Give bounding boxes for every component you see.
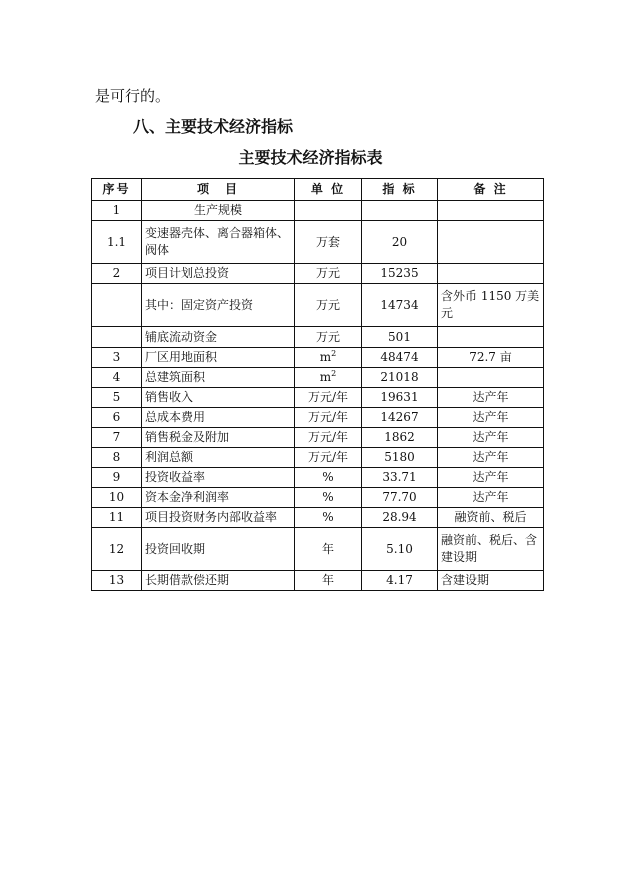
cell-note: [438, 368, 544, 388]
unit-superscript: 2: [331, 369, 337, 378]
cell-value: 5180: [362, 448, 438, 468]
cell-no: 3: [92, 348, 142, 368]
header-no: 序号: [92, 179, 142, 201]
header-unit: 单 位: [295, 179, 362, 201]
cell-value: 4.17: [362, 571, 438, 591]
cell-item: 利润总额: [142, 448, 295, 468]
cell-unit: %: [295, 488, 362, 508]
header-note: 备 注: [438, 179, 544, 201]
cell-note: 72.7 亩: [438, 348, 544, 368]
cell-item: 变速器壳体、离合器箱体、阀体: [142, 221, 295, 264]
cell-item: 销售收入: [142, 388, 295, 408]
cell-item: 投资回收期: [142, 528, 295, 571]
unit-text: m: [319, 370, 332, 384]
cell-unit: [295, 201, 362, 221]
table-row: [92, 408, 544, 428]
cell-unit: 年: [295, 528, 362, 571]
cell-value: 77.70: [362, 488, 438, 508]
cell-unit: 年: [295, 571, 362, 591]
section-title: 八、主要技术经济指标: [133, 117, 294, 136]
table-row: [92, 571, 544, 591]
cell-item: 其中：固定资产投资: [142, 284, 295, 327]
cell-value: 501: [362, 327, 438, 348]
cell-item: 项目投资财务内部收益率: [142, 508, 295, 528]
cell-value: 14267: [362, 408, 438, 428]
cell-value: [362, 201, 438, 221]
table-row: [92, 327, 544, 348]
cell-no: 1: [92, 201, 142, 221]
table-row: [92, 264, 544, 284]
cell-value: 21018: [362, 368, 438, 388]
cell-no: 2: [92, 264, 142, 284]
table-row: [92, 468, 544, 488]
table-row: [92, 221, 544, 264]
table-row: [92, 348, 544, 368]
cell-no: 9: [92, 468, 142, 488]
cell-note: 达产年: [438, 388, 544, 408]
cell-value: 28.94: [362, 508, 438, 528]
cell-unit: 万元: [295, 264, 362, 284]
cell-unit: [295, 368, 362, 388]
table-header-row: [92, 179, 544, 201]
cell-note: 含建设期: [438, 571, 544, 591]
cell-note: 达产年: [438, 428, 544, 448]
cell-unit: 万元: [295, 284, 362, 327]
cell-value: 19631: [362, 388, 438, 408]
table-row: [92, 284, 544, 327]
cell-value: 1862: [362, 428, 438, 448]
cell-note: 达产年: [438, 468, 544, 488]
cell-item: 销售税金及附加: [142, 428, 295, 448]
table-row: [92, 388, 544, 408]
cell-item: 资本金净利润率: [142, 488, 295, 508]
cell-note: 含外币 1150 万美元: [438, 284, 544, 327]
cell-item: 项目计划总投资: [142, 264, 295, 284]
table-row: [92, 508, 544, 528]
cell-no: 1.1: [92, 221, 142, 264]
table-row: [92, 528, 544, 571]
cell-no: 7: [92, 428, 142, 448]
cell-value: 48474: [362, 348, 438, 368]
header-value: 指 标: [362, 179, 438, 201]
cell-note: 达产年: [438, 408, 544, 428]
cell-note: 融资前、税后、含建设期: [438, 528, 544, 571]
cell-unit: 万套: [295, 221, 362, 264]
cell-value: 14734: [362, 284, 438, 327]
cell-note: [438, 221, 544, 264]
table-row: [92, 368, 544, 388]
cell-unit: 万元: [295, 327, 362, 348]
cell-unit: 万元/年: [295, 388, 362, 408]
cell-unit: %: [295, 468, 362, 488]
cell-item: 总成本费用: [142, 408, 295, 428]
cell-unit: [295, 348, 362, 368]
cell-value: 20: [362, 221, 438, 264]
cell-item: 厂区用地面积: [142, 348, 295, 368]
cell-note: [438, 264, 544, 284]
cell-unit: 万元/年: [295, 408, 362, 428]
table-title: 主要技术经济指标表: [238, 148, 383, 167]
cell-value: 5.10: [362, 528, 438, 571]
unit-superscript: 2: [331, 349, 337, 358]
cell-no: 13: [92, 571, 142, 591]
cell-note: 融资前、税后: [438, 508, 544, 528]
cell-no: 8: [92, 448, 142, 468]
cell-unit: 万元/年: [295, 448, 362, 468]
cell-no: 12: [92, 528, 142, 571]
header-item: 项 目: [142, 179, 295, 201]
table-row: [92, 448, 544, 468]
cell-item: 总建筑面积: [142, 368, 295, 388]
cell-note: [438, 327, 544, 348]
table-row: [92, 201, 544, 221]
indicator-table: [91, 178, 544, 591]
table-row: [92, 488, 544, 508]
cell-note: 达产年: [438, 448, 544, 468]
cell-no: 6: [92, 408, 142, 428]
cell-no: 10: [92, 488, 142, 508]
cell-item: 长期借款偿还期: [142, 571, 295, 591]
cell-value: 33.71: [362, 468, 438, 488]
cell-note: [438, 201, 544, 221]
cell-unit: 万元/年: [295, 428, 362, 448]
intro-text: 是可行的。: [95, 87, 171, 105]
cell-item: 铺底流动资金: [142, 327, 295, 348]
cell-item: 投资收益率: [142, 468, 295, 488]
cell-note: 达产年: [438, 488, 544, 508]
cell-no: 5: [92, 388, 142, 408]
cell-no: 11: [92, 508, 142, 528]
unit-text: m: [319, 350, 332, 364]
cell-no: [92, 327, 142, 348]
cell-unit: %: [295, 508, 362, 528]
table-row: [92, 428, 544, 448]
cell-value: 15235: [362, 264, 438, 284]
cell-no: [92, 284, 142, 327]
cell-item: 生产规模: [142, 201, 295, 221]
cell-no: 4: [92, 368, 142, 388]
